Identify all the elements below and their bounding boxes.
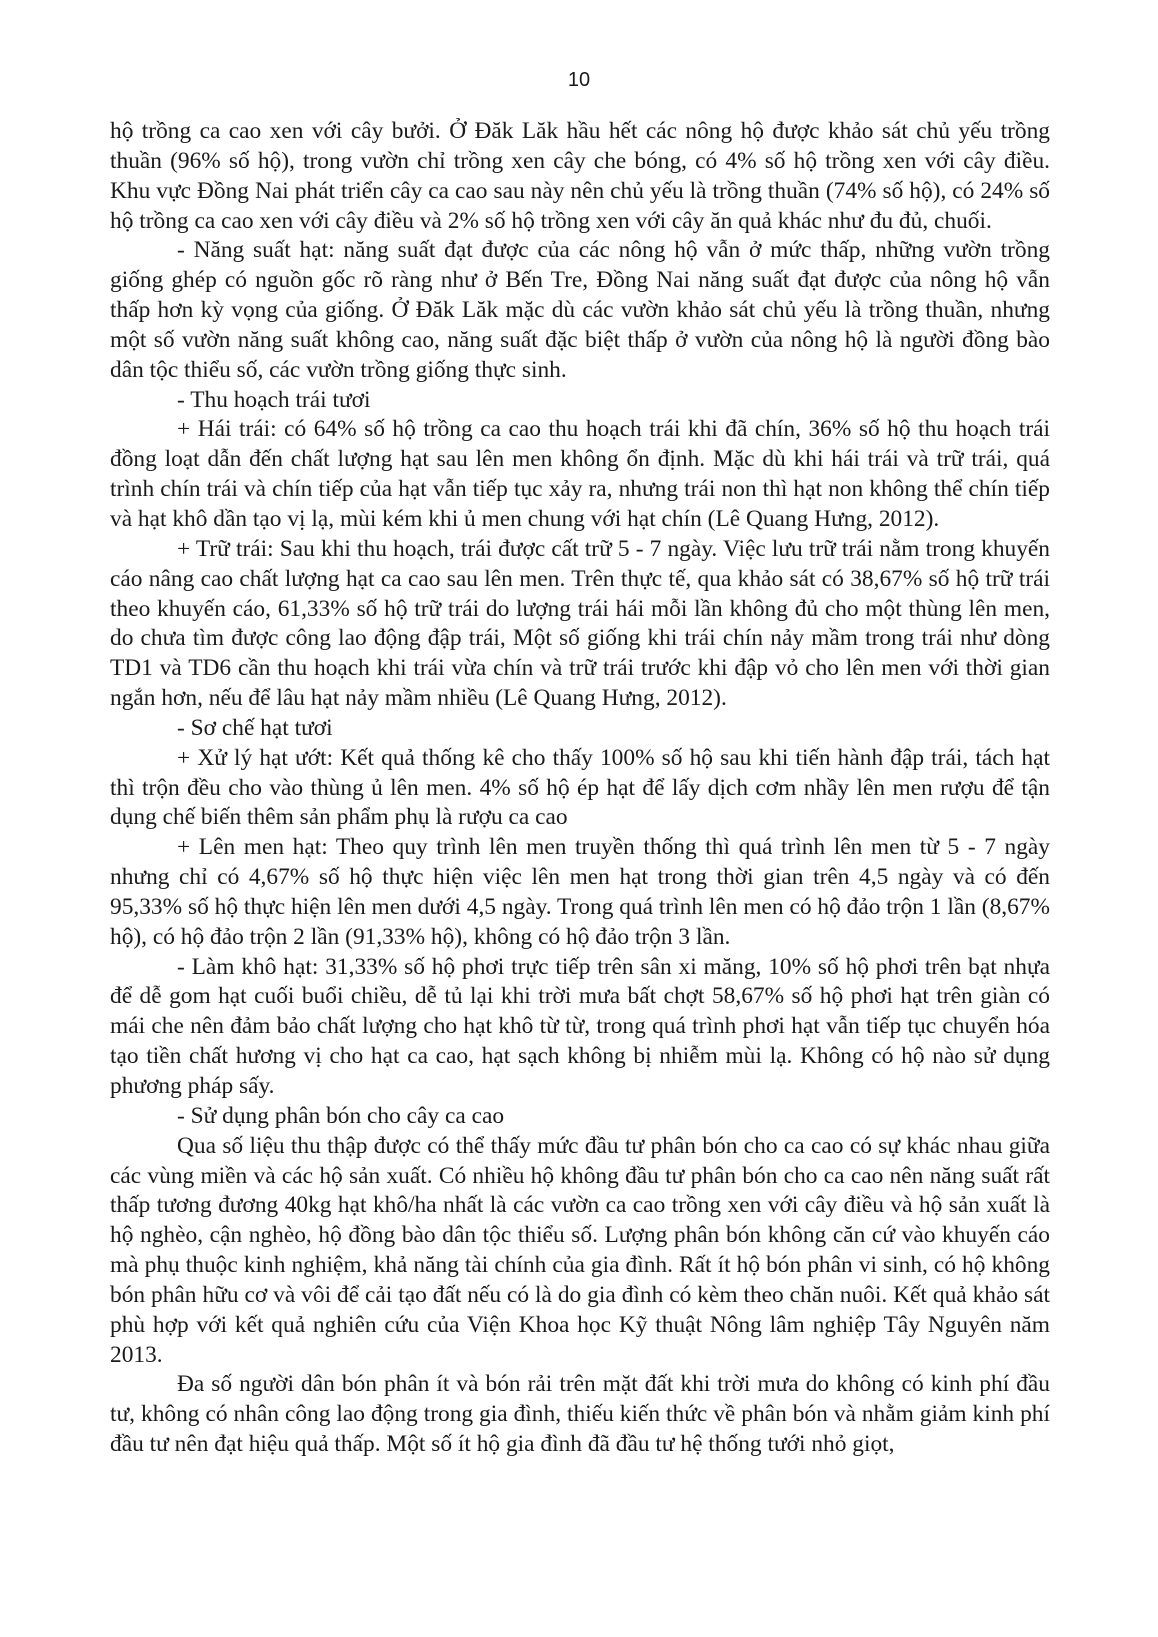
page-number: 10 bbox=[567, 69, 591, 91]
body-text bbox=[110, 117, 1050, 1460]
paragraph-intercropping: hộ trồng ca cao xen với cây bưởi. Ở Đăk Lăk hầu hết các nông hộ được khảo sát chủ yếu trồng thuần (96% số hộ), trong vườn chỉ trồng xen cây che bóng, có 4% số hộ trồng xen với cây điều. Khu vực Đồng Nai phát triển cây ca cao sau này nên chủ yếu là trồng thuần (74% số hộ), có 24% số hộ trồng ca cao xen với cây điều và 2% số hộ trồng xen với cây ăn quả khác như đu đủ, chuối. bbox=[110, 118, 1050, 234]
heading-fresh-harvest: - Thu hoạch trái tươi bbox=[177, 386, 371, 413]
heading-fertilizer-use: - Sử dụng phân bón cho cây ca cao bbox=[177, 1102, 505, 1129]
paragraph-fruit-storage: + Trữ trái: Sau khi thu hoạch, trái được cất trữ 5 - 7 ngày. Việc lưu trữ trái nằm trong khuyến cáo nâng cao chất lượng hạt ca cao sau lên men. Trên thực tế, qua khảo sát có 38,67% số hộ trữ trái theo khuyến cáo, 61,33% số hộ trữ trái do lượng trái hái mỗi lần không đủ cho một thùng lên men, do chưa tìm được công lao động đập trái, Một số giống khi trái chín nảy mầm trong trái như dòng TD1 và TD6 cần thu hoạch khi trái vừa chín và trữ trái trước khi đập vỏ cho lên men với thời gian ngắn hơn, nếu để lâu hạt nảy mầm nhiều (Lê Quang Hưng, 2012). bbox=[110, 535, 1050, 712]
paragraph-fertilizer-investment: Qua số liệu thu thập được có thể thấy mức đầu tư phân bón cho ca cao có sự khác nhau giữa các vùng miền và các hộ sản xuất. Có nhiều hộ không đầu tư phân bón cho ca cao nên năng suất rất thấp tương đương 40kg hạt khô/ha nhất là các vườn ca cao trồng xen với cây điều và hộ sản xuất là hộ nghèo, cận nghèo, hộ đồng bào dân tộc thiểu số. Lượng phân bón không căn cứ vào khuyến cáo mà phụ thuộc kinh nghiệm, khả năng tài chính của gia đình. Rất ít hộ bón phân vi sinh, có hộ không bón phân hữu cơ và vôi để cải tạo đất nếu có là do gia đình có kèm theo chăn nuôi. Kết quả khảo sát phù hợp với kết quả nghiên cứu của Viện Khoa học Kỹ thuật Nông lâm nghiệp Tây Nguyên năm 2013. bbox=[110, 1132, 1050, 1368]
paragraph-fruit-picking: + Hái trái: có 64% số hộ trồng ca cao thu hoạch trái khi đã chín, 36% số hộ thu hoạch trái đồng loạt dẫn đến chất lượng hạt sau lên men không ổn định. Mặc dù khi hái trái và trữ trái, quá trình chín trái và chín tiếp của hạt vẫn tiếp tục xảy ra, nhưng trái non thì hạt non không thể chín tiếp và hạt khô dần tạo vị lạ, mùi kém khi ủ men chung với hạt chín (Lê Quang Hưng, 2012). bbox=[110, 416, 1050, 532]
paragraph-wet-seed-handling: + Xử lý hạt ướt: Kết quả thống kê cho thấy 100% số hộ sau khi tiến hành đập trái, tách hạt thì trộn đều cho vào thùng ủ lên men. 4% số hộ ép hạt để lấy dịch cơm nhầy lên men rượu để tận dụng chế biến thêm sản phẩm phụ là rượu ca cao bbox=[110, 744, 1050, 831]
paragraph-fertilizer-practice: Đa số người dân bón phân ít và bón rải trên mặt đất khi trời mưa do không có kinh phí đầu tư, không có nhân công lao động trong gia đình, thiếu kiến thức về phân bón và nhằm giảm kinh phí đầu tư nên đạt hiệu quả thấp. Một số ít hộ gia đình đã đầu tư hệ thống tưới nhỏ giọt, bbox=[110, 1371, 1050, 1458]
paragraph-drying: - Làm khô hạt: 31,33% số hộ phơi trực tiếp trên sân xi măng, 10% số hộ phơi trên bạt nhựa để dễ gom hạt cuối buổi chiều, dễ tủ lại khi trời mưa bất chợt 58,67% số hộ phơi hạt trên giàn có mái che nên đảm bảo chất lượng cho hạt khô từ từ, trong quá trình phơi hạt vẫn tiếp tục chuyển hóa tạo tiền chất hương vị cho hạt ca cao, hạt sạch không bị nhiễm mùi lạ. Không có hộ nào sử dụng phương pháp sấy. bbox=[110, 953, 1050, 1099]
heading-fresh-seed-processing: - Sơ chế hạt tươi bbox=[177, 714, 333, 741]
paragraph-seed-yield: - Năng suất hạt: năng suất đạt được của các nông hộ vẫn ở mức thấp, những vườn trồng giống ghép có nguồn gốc rõ ràng như ở Bến Tre, Đồng Nai năng suất đạt được của nông hộ vẫn thấp hơn kỳ vọng của giống. Ở Đăk Lăk mặc dù các vườn khảo sát chủ yếu là trồng thuần, nhưng một số vườn năng suất không cao, năng suất đặc biệt thấp ở vườn của nông hộ là người đồng bào dân tộc thiểu số, các vườn trồng giống thực sinh. bbox=[110, 237, 1050, 383]
paragraph-fermentation: + Lên men hạt: Theo quy trình lên men truyền thống thì quá trình lên men từ 5 - 7 ngày nhưng chỉ có 4,67% số hộ thực hiện việc lên men hạt trong thời gian trên 4,5 ngày và có đến 95,33% số hộ thực hiện lên men dưới 4,5 ngày. Trong quá trình lên men có hộ đảo trộn 1 lần (8,67% hộ), có hộ đảo trộn 2 lần (91,33% hộ), không có hộ đảo trộn 3 lần. bbox=[110, 834, 1050, 950]
